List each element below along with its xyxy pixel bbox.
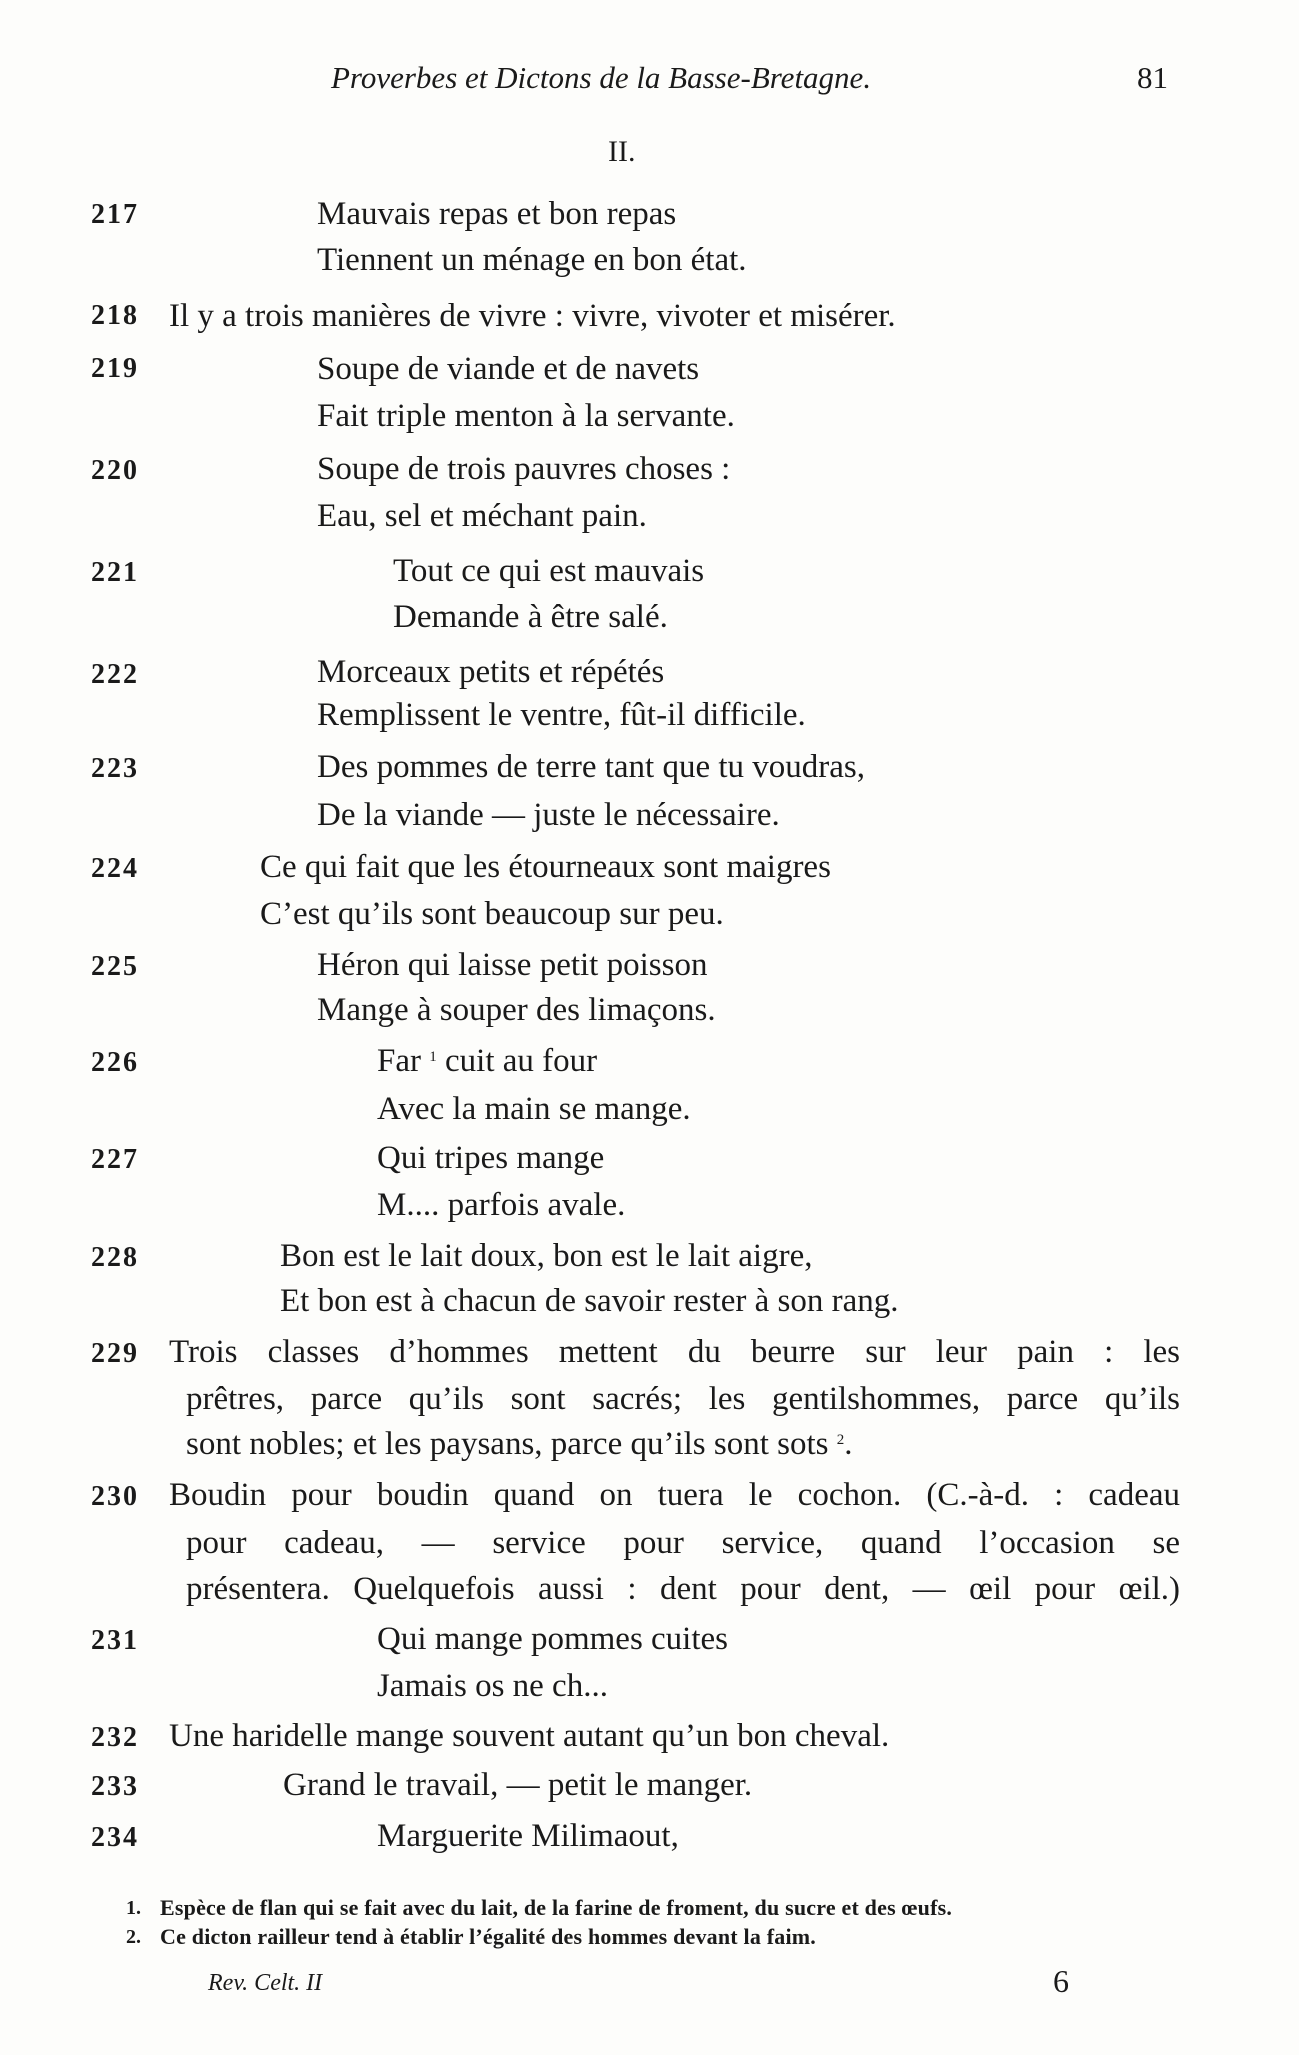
proverb-line: Des pommes de terre tant que tu voudras, — [317, 749, 866, 785]
proverb-text: sont nobles; et les paysans, parce qu’ils sont sots — [186, 1426, 829, 1462]
page-number: 81 — [1137, 60, 1168, 95]
running-header-title: Proverbes et Dictons de la Basse-Bretagne. — [331, 60, 872, 95]
proverb-line: Qui mange pommes cuites — [377, 1621, 729, 1657]
footnote-ref: 2 — [836, 1432, 845, 1448]
proverb-number: 228 — [91, 1242, 139, 1273]
proverb-line: Boudin pour boudin quand on tuera le cochon. (C.-à-d. : cadeau — [169, 1477, 1180, 1513]
signature-mark: Rev. Celt. II — [208, 1970, 323, 1996]
proverb-line: Jamais os ne ch... — [377, 1668, 608, 1704]
proverb-number: 219 — [91, 353, 139, 384]
proverb-line: Eau, sel et méchant pain. — [317, 498, 647, 534]
proverb-line: C’est qu’ils sont beaucoup sur peu. — [260, 896, 724, 932]
proverb-line: De la viande — juste le nécessaire. — [317, 797, 780, 833]
proverb-text: cuit au four — [436, 1043, 598, 1079]
proverb-number: 226 — [91, 1047, 139, 1078]
proverb-number: 223 — [91, 753, 139, 784]
proverb-line: Soupe de trois pauvres choses : — [317, 451, 731, 487]
proverb-number: 234 — [91, 1822, 139, 1853]
proverb-text: . — [844, 1426, 853, 1462]
proverb-line: Et bon est à chacun de savoir rester à son rang. — [280, 1283, 899, 1319]
proverb-line: Remplissent le ventre, fût-il difficile. — [317, 697, 806, 733]
proverb-line: Mauvais repas et bon repas — [317, 196, 677, 232]
section-heading: II. — [608, 135, 636, 168]
proverb-number: 217 — [91, 199, 139, 230]
proverb-line: pour cadeau, — service pour service, quand l’occasion se — [186, 1525, 1180, 1561]
proverb-line: Avec la main se mange. — [377, 1091, 691, 1127]
proverb-line: Qui tripes mange — [377, 1140, 605, 1176]
proverb-number: 218 — [91, 300, 139, 331]
proverb-line: Ce qui fait que les étourneaux sont maigres — [260, 849, 831, 885]
proverb-number: 230 — [91, 1481, 139, 1512]
proverb-number: 221 — [91, 557, 139, 588]
footnote-number: 2. — [126, 1926, 141, 1948]
proverb-line: Héron qui laisse petit poisson — [317, 947, 708, 983]
footnote-text: Ce dicton railleur tend à établir l’égalité des hommes devant la faim. — [160, 1924, 817, 1949]
proverb-line — [186, 1425, 853, 1463]
proverb-number: 222 — [91, 659, 139, 690]
proverb-line — [377, 1042, 597, 1080]
proverb-text: Far — [377, 1043, 421, 1079]
proverb-line: Fait triple menton à la servante. — [317, 398, 735, 434]
proverb-line: Bon est le lait doux, bon est le lait aigre, — [280, 1238, 813, 1274]
proverb-line: Soupe de viande et de navets — [317, 351, 700, 387]
proverb-number: 231 — [91, 1625, 139, 1656]
proverb-number: 224 — [91, 853, 139, 884]
proverb-number: 233 — [91, 1771, 139, 1802]
proverb-number: 220 — [91, 455, 139, 486]
proverb-number: 229 — [91, 1338, 139, 1369]
proverb-number: 227 — [91, 1144, 139, 1175]
sheet-number: 6 — [1053, 1963, 1069, 1999]
proverb-number: 225 — [91, 951, 139, 982]
proverb-line: Mange à souper des limaçons. — [317, 992, 716, 1028]
proverb-line: Tout ce qui est mauvais — [393, 553, 705, 589]
footnote-number: 1. — [126, 1897, 141, 1919]
proverb-line: Tiennent un ménage en bon état. — [317, 242, 747, 278]
footnote-text: Espèce de flan qui se fait avec du lait, de la farine de froment, du sucre et des œufs. — [160, 1895, 953, 1920]
proverb-line: Morceaux petits et répétés — [317, 654, 665, 690]
proverb-line: Demande à être salé. — [393, 599, 668, 635]
proverb-line: Une haridelle mange souvent autant qu’un bon cheval. — [169, 1718, 890, 1754]
footnote-ref: 1 — [429, 1049, 437, 1065]
proverb-number: 232 — [91, 1722, 139, 1753]
proverb-line: Trois classes d’hommes mettent du beurre sur leur pain : les — [169, 1334, 1180, 1370]
proverb-line: M.... parfois avale. — [377, 1187, 626, 1223]
proverb-line: Grand le travail, — petit le manger. — [283, 1767, 753, 1803]
proverb-line: présentera. Quelquefois aussi : dent pour dent, — œil pour œil.) — [186, 1571, 1180, 1607]
proverb-line: prêtres, parce qu’ils sont sacrés; les gentilshommes, parce qu’ils — [186, 1381, 1180, 1417]
proverb-line: Marguerite Milimaout, — [377, 1818, 679, 1854]
proverb-line: Il y a trois manières de vivre : vivre, vivoter et misérer. — [169, 298, 896, 334]
